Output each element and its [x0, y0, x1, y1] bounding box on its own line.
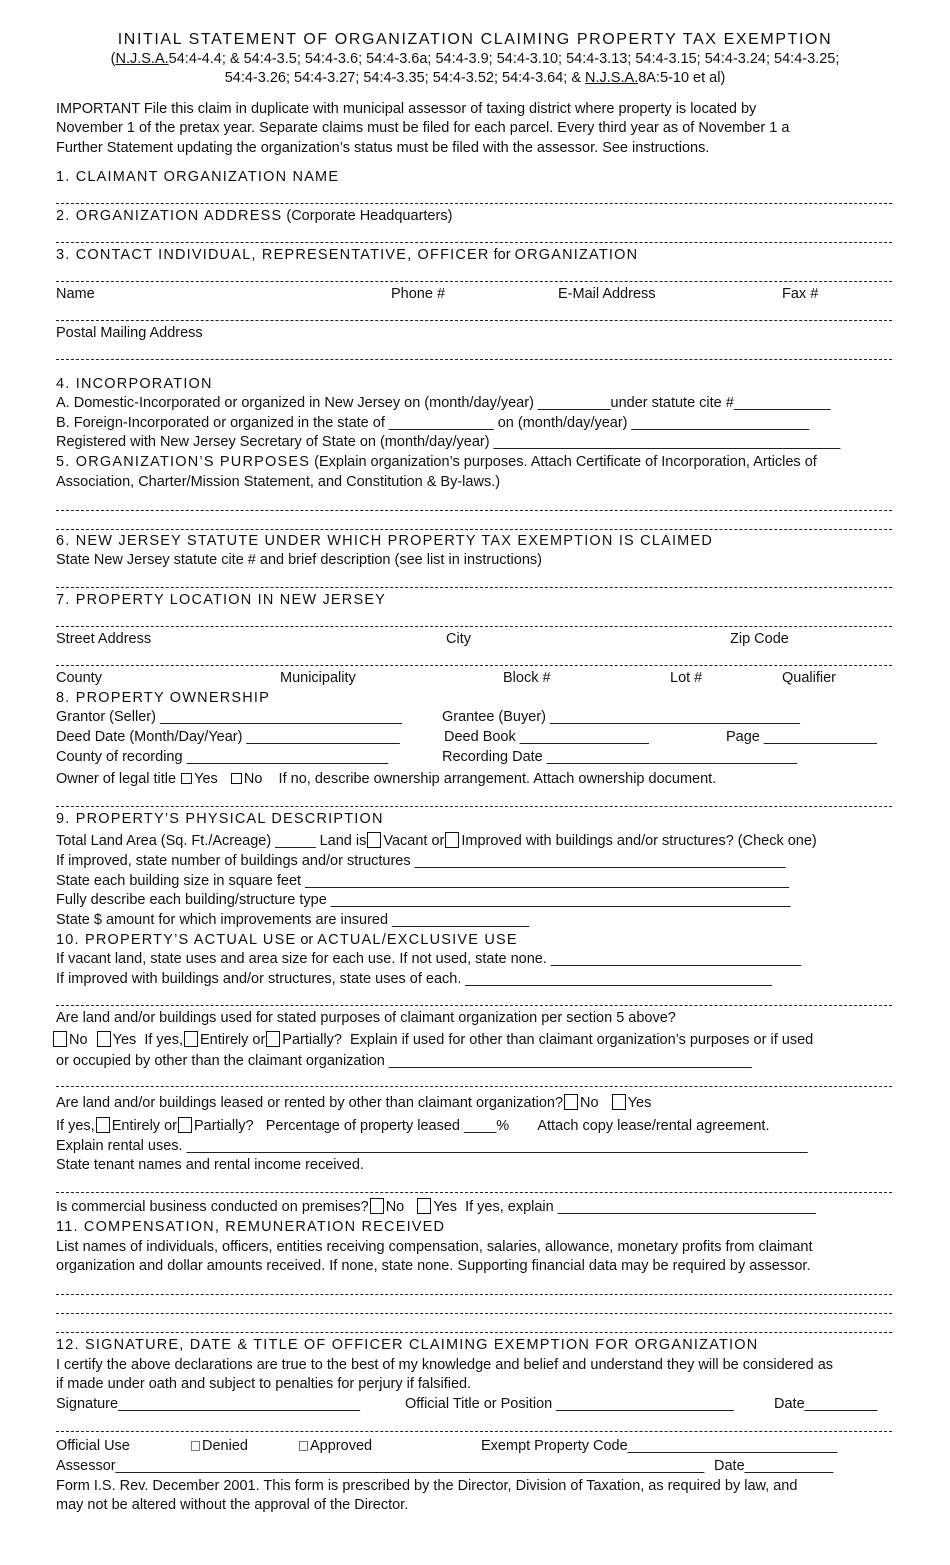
commercial-yes-checkbox[interactable]	[417, 1198, 431, 1214]
official-use-label: Official Use	[56, 1438, 130, 1454]
postal-address-label: Postal Mailing Address	[56, 325, 203, 341]
contact-name-label: Name	[56, 286, 95, 302]
property-street-field[interactable]	[56, 626, 892, 627]
use-no-checkbox[interactable]	[53, 1031, 67, 1047]
section-6-subtitle: State New Jersey statute cite # and brief description (see list in instructions)	[56, 552, 542, 568]
city-label: City	[446, 631, 471, 647]
block-label: Block #	[503, 670, 551, 686]
use-entirely-checkbox[interactable]	[184, 1031, 198, 1047]
other-occupant-line[interactable]	[56, 1086, 892, 1087]
commercial-no-checkbox[interactable]	[370, 1198, 384, 1214]
ownership-arrangement-field[interactable]	[56, 806, 892, 807]
deed-date-field[interactable]: Deed Date (Month/Day/Year) ___________________	[56, 729, 400, 745]
purposes-field-2[interactable]	[56, 529, 892, 530]
compensation-instructions-1: List names of individuals, officers, entities receiving compensation, salaries, allowance, monetary profits from claimant	[56, 1239, 813, 1255]
compensation-field-2[interactable]	[56, 1313, 892, 1314]
contact-fax-label: Fax #	[782, 286, 819, 302]
signature-field[interactable]: Signature______________________________	[56, 1396, 360, 1412]
lease-entirely-checkbox[interactable]	[96, 1117, 110, 1133]
use-answer-row: No Yes If yes, Entirely or Partially? Explain if used for other than claimant organization’s purposes or if used	[52, 1031, 888, 1050]
approved-checkbox[interactable]	[299, 1441, 308, 1451]
form-title: INITIAL STATEMENT OF ORGANIZATION CLAIMING PROPERTY TAX EXEMPTION	[117, 31, 833, 48]
important-note-line-2: November 1 of the pretax year. Separate claims must be filed for each parcel. Every third year as of November 1 a	[56, 120, 790, 136]
njsa-ref: N.J.S.A.	[115, 51, 169, 67]
compensation-instructions-2: organization and dollar amounts received. If none, state none. Supporting financial data may be required by assessor.	[56, 1258, 811, 1274]
section-8-title: 8. PROPERTY OWNERSHIP	[56, 690, 271, 706]
footer-line-1: Form I.S. Rev. December 2001. This form is prescribed by the Director, Division of Taxation, as required by law, and	[56, 1478, 798, 1494]
important-note-line-1: IMPORTANT File this claim in duplicate with municipal assessor of taxing district where property is located by	[56, 101, 757, 117]
street-address-label: Street Address	[56, 631, 152, 647]
use-partially-checkbox[interactable]	[266, 1031, 280, 1047]
lease-question-row: Are land and/or buildings leased or rented by other than claimant organization? No Yes	[56, 1095, 652, 1111]
use-question: Are land and/or buildings used for stated purposes of claimant organization per section 5 above?	[56, 1010, 676, 1026]
domestic-incorporation-line[interactable]: A. Domestic-Incorporated or organized in New Jersey on (month/day/year) _________under statute cite #____________	[56, 395, 831, 411]
land-area-row: Total Land Area (Sq. Ft./Acreage) _____ Land is Vacant or Improved with buildings and/or structures? (Check one)	[56, 833, 817, 849]
footer-line-2: may not be altered without the approval of the Director.	[56, 1497, 409, 1513]
lease-partially-checkbox[interactable]	[178, 1117, 192, 1133]
assessor-field[interactable]: Assessor_________________________________________________________________________	[56, 1458, 705, 1474]
tenant-names-field[interactable]	[56, 1192, 892, 1193]
section-5-note: Association, Charter/Mission Statement, and Constitution & By-laws.)	[56, 474, 501, 490]
section-11-title: 11. COMPENSATION, REMUNERATION RECEIVED	[56, 1219, 446, 1235]
lease-detail-row: If yes, Entirely or Partially? Percentage of property leased ____% Attach copy lease/rental agreement.	[56, 1118, 770, 1134]
organization-name-field[interactable]	[56, 203, 892, 204]
municipality-label: Municipality	[280, 670, 356, 686]
denied-checkbox[interactable]	[191, 1441, 200, 1451]
certification-line-1: I certify the above declarations are true to the best of my knowledge and belief and understand they will be considered as	[56, 1357, 834, 1373]
statute-list-line-1: (N.J.S.A.54:4-4.4; & 54:4-3.5; 54:4-3.6; 54:4-3.6a; 54:4-3.9; 54:4-3.10; 54:4-3.13; 54:4-3.15; 54:4-3.24; 54:4-3.25;	[110, 51, 840, 67]
building-use-line[interactable]	[56, 1005, 892, 1006]
assessor-date-field[interactable]: Date___________	[714, 1458, 834, 1474]
vacant-land-use-field[interactable]: If vacant land, state uses and area size for each use. If not used, state none. _______________________________	[56, 951, 801, 967]
owner-yes-checkbox[interactable]	[181, 773, 192, 784]
section-3-title: 3. CONTACT INDIVIDUAL, REPRESENTATIVE, OFFICER for ORGANIZATION	[56, 247, 639, 263]
grantor-field[interactable]: Grantor (Seller) ______________________________	[56, 709, 402, 725]
owner-no-checkbox[interactable]	[231, 773, 242, 784]
section-12-title: 12. SIGNATURE, DATE & TITLE OF OFFICER CLAIMING EXEMPTION FOR ORGANIZATION	[56, 1337, 759, 1353]
postal-address-line[interactable]	[56, 359, 892, 360]
section-6-title: 6. NEW JERSEY STATUTE UNDER WHICH PROPERTY TAX EXEMPTION IS CLAIMED	[56, 533, 714, 549]
section-10-title: 10. PROPERTY’S ACTUAL USE or ACTUAL/EXCLUSIVE USE	[56, 932, 518, 948]
lot-label: Lot #	[670, 670, 703, 686]
section-7-title: 7. PROPERTY LOCATION IN NEW JERSEY	[56, 592, 387, 608]
important-note-line-3: Further Statement updating the organization’s status must be filed with the assessor. See instructions.	[56, 140, 710, 156]
lease-no-checkbox[interactable]	[564, 1094, 578, 1110]
other-occupant-field[interactable]: or occupied by other than the claimant organization _____________________________________________	[56, 1053, 752, 1069]
zip-code-label: Zip Code	[730, 631, 789, 647]
postal-address-field[interactable]	[56, 320, 892, 321]
county-label: County	[56, 670, 102, 686]
rental-uses-field[interactable]: Explain rental uses. _____________________________________________________________________________	[56, 1138, 808, 1154]
certification-line-2: if made under oath and subject to penalties for perjury if falsified.	[56, 1376, 472, 1392]
foreign-incorporation-line[interactable]: B. Foreign-Incorporated or organized in the state of _____________ on (month/day/year) ______________________	[56, 415, 809, 431]
building-size-field[interactable]: State each building size in square feet ____________________________________________________________	[56, 873, 789, 889]
commercial-question-row: Is commercial business conducted on premises? No Yes If yes, explain ________________________________	[56, 1199, 816, 1215]
recording-date-field[interactable]: Recording Date _______________________________	[442, 749, 797, 765]
purposes-field-1[interactable]	[56, 510, 892, 511]
tenant-names-label: State tenant names and rental income received.	[56, 1157, 364, 1173]
compensation-field-1[interactable]	[56, 1294, 892, 1295]
exempt-property-code-field[interactable]: Exempt Property Code__________________________	[481, 1438, 838, 1454]
vacant-checkbox[interactable]	[367, 832, 381, 848]
lease-yes-checkbox[interactable]	[612, 1094, 626, 1110]
signature-date-field[interactable]: Date_________	[774, 1396, 878, 1412]
building-use-field[interactable]: If improved with buildings and/or structures, state uses of each. ______________________________________	[56, 971, 772, 987]
insured-amount-field[interactable]: State $ amount for which improvements are insured _________________	[56, 912, 530, 928]
section-5-title: 5. ORGANIZATION’S PURPOSES (Explain organization’s purposes. Attach Certificate of Incorporation, Articles of	[56, 454, 817, 470]
contact-info-field[interactable]	[56, 281, 892, 282]
building-type-field[interactable]: Fully describe each building/structure type _________________________________________________________	[56, 892, 791, 908]
grantee-field[interactable]: Grantee (Buyer) _______________________________	[442, 709, 800, 725]
section-2-title: 2. ORGANIZATION ADDRESS (Corporate Headquarters)	[56, 208, 453, 224]
registered-date-line[interactable]: Registered with New Jersey Secretary of State on (month/day/year) ___________________________________________	[56, 434, 841, 450]
organization-address-field[interactable]	[56, 242, 892, 243]
property-county-field[interactable]	[56, 665, 892, 666]
qualifier-label: Qualifier	[782, 670, 836, 686]
njsa-ref: N.J.S.A.	[585, 70, 639, 86]
deed-book-field[interactable]: Deed Book ________________	[444, 729, 649, 745]
improved-checkbox[interactable]	[445, 832, 459, 848]
use-yes-checkbox[interactable]	[97, 1031, 111, 1047]
section-9-title: 9. PROPERTY’S PHYSICAL DESCRIPTION	[56, 811, 384, 827]
contact-email-label: E-Mail Address	[558, 286, 656, 302]
approved-option: Approved	[298, 1437, 372, 1456]
building-count-field[interactable]: If improved, state number of buildings and/or structures ______________________________________________	[56, 853, 786, 869]
contact-phone-label: Phone #	[391, 286, 446, 302]
owner-legal-title-row: Owner of legal title Yes No If no, describe ownership arrangement. Attach ownership document.	[56, 771, 717, 787]
county-recording-field[interactable]: County of recording _________________________	[56, 749, 389, 765]
page-field[interactable]: Page ______________	[726, 729, 877, 745]
section-4-title: 4. INCORPORATION	[56, 376, 213, 392]
denied-option: Denied	[190, 1437, 248, 1456]
section-1-title: 1. CLAIMANT ORGANIZATION NAME	[56, 169, 340, 185]
statute-cite-field[interactable]	[56, 587, 892, 588]
statute-list-line-2: 54:4-3.26; 54:4-3.27; 54:4-3.35; 54:4-3.52; 54:4-3.64; & N.J.S.A.8A:5-10 et al)	[224, 70, 726, 86]
signature-divider	[56, 1431, 892, 1432]
official-title-field[interactable]: Official Title or Position ______________________	[405, 1396, 734, 1412]
compensation-field-3[interactable]	[56, 1332, 892, 1333]
